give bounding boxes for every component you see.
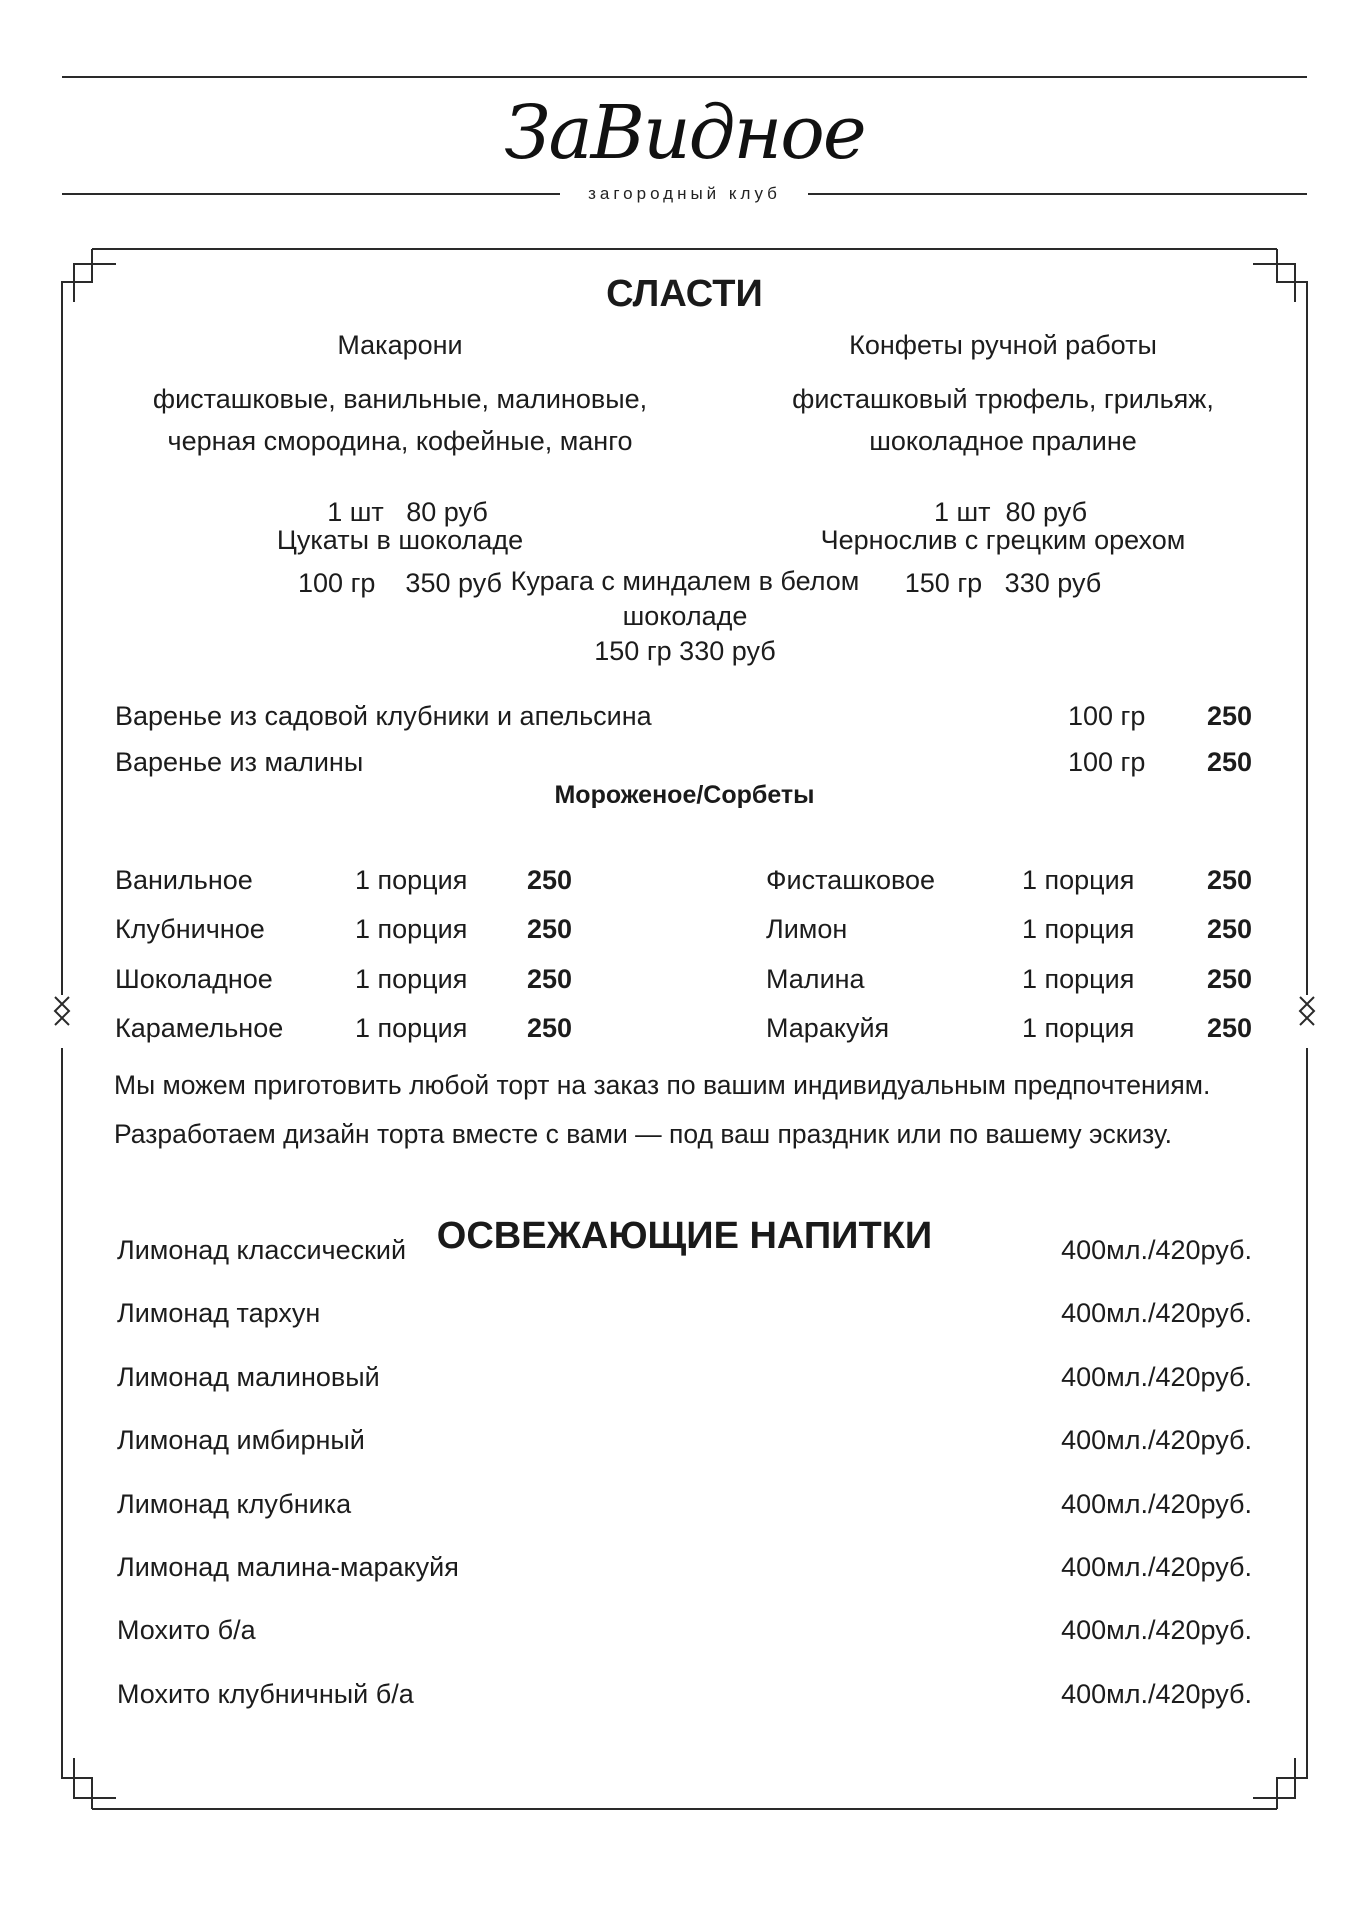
jam-name: Варенье из садовой клубники и апельсина [115, 701, 652, 731]
ice-cream-price: 250 [527, 964, 573, 994]
featured-item-macarons [100, 329, 700, 361]
section-title-sweets: СЛАСТИ [606, 273, 763, 315]
item-desc-line: фисташковые, ванильные, малиновые, [152, 384, 648, 414]
frame-ornament-right-icon [1300, 997, 1314, 1025]
featured-item-dried-apricots [385, 564, 985, 669]
ice-cream-name: Лимон [766, 914, 848, 944]
drink-name: Лимонад классический [117, 1235, 407, 1265]
ice-cream-price: 250 [527, 914, 573, 944]
subsection-title-ice-cream: Мороженое/Сорбеты [554, 781, 815, 809]
frame-right-edge-lower [1277, 1048, 1307, 1809]
drink-name: Лимонад малиновый [117, 1361, 380, 1392]
drink-price: 400мл./420руб. [1061, 1615, 1252, 1646]
jam-price: 250 [1206, 701, 1252, 731]
item-price: 1 шт 80 руб [327, 497, 488, 527]
ice-cream-name: Малина [766, 964, 865, 994]
ice-cream-name: Ванильное [115, 865, 253, 895]
item-name: Цукаты в шоколаде [276, 525, 524, 555]
drink-name: Лимонад малина-маракуйя [117, 1552, 459, 1582]
ice-cream-price: 250 [1206, 914, 1252, 944]
ice-cream-name: Клубничное [115, 914, 265, 944]
item-name: Чернослив с грецким орехом [820, 525, 1186, 555]
featured-item-macarons-desc [100, 377, 700, 463]
ice-cream-price: 250 [1206, 964, 1252, 994]
ice-cream-price: 250 [1206, 1013, 1252, 1043]
item-price: 100 гр 350 руб [298, 568, 502, 598]
drink-price: 400мл./420руб. [1061, 1488, 1252, 1519]
item-name-line: шоколаде [622, 601, 748, 631]
cake-note-line: Мы можем приготовить любой торт на заказ по вашим индивидуальным предпочтениям. [114, 1070, 1211, 1100]
drink-price: 400мл./420руб. [1061, 1552, 1252, 1582]
featured-item-candies [703, 329, 1303, 361]
ice-cream-price: 250 [527, 1013, 573, 1043]
drink-price: 400мл./420руб. [1061, 1678, 1252, 1709]
ice-cream-name: Карамельное [115, 1013, 284, 1043]
item-price: 150 гр 330 руб [594, 636, 776, 666]
frame-corner-top-left [62, 249, 92, 995]
drink-name: Лимонад имбирный [117, 1425, 365, 1456]
jam-weight: 100 гр [1068, 747, 1146, 777]
ice-cream-portion: 1 порция [1022, 1013, 1135, 1043]
item-desc-line: фисташковый трюфель, грильяж, [792, 384, 1214, 414]
cake-note-line: Разработаем дизайн торта вместе с вами — под ваш праздник или по вашему эскизу. [114, 1119, 1172, 1149]
ice-cream-portion: 1 порция [355, 1013, 468, 1043]
brand-subtitle: загородный клуб [588, 184, 781, 203]
brand-logo: ЗаВидное [504, 90, 865, 176]
jam-price: 250 [1206, 747, 1252, 777]
drink-name: Лимонад клубника [117, 1488, 352, 1519]
item-desc-line: шоколадное пралине [869, 426, 1137, 456]
jam-name: Варенье из малины [115, 747, 364, 777]
drink-name: Мохито б/а [117, 1615, 256, 1646]
ice-cream-portion: 1 порция [355, 914, 468, 944]
item-name: Макарони [337, 330, 463, 360]
drink-price: 400мл./420руб. [1061, 1361, 1252, 1392]
drink-price: 400мл./420руб. [1061, 1235, 1252, 1265]
ice-cream-portion: 1 порция [355, 964, 468, 994]
featured-item-macarons-price [100, 464, 700, 528]
ice-cream-name: Маракуйя [766, 1013, 890, 1043]
frame-left-edge-lower [62, 1048, 92, 1809]
section-title-drinks: ОСВЕЖАЮЩИЕ НАПИТКИ [436, 1215, 933, 1257]
drink-price: 400мл./420руб. [1061, 1298, 1252, 1329]
frame-ornament-left-icon [55, 997, 69, 1025]
drink-name: Лимонад тархун [117, 1298, 321, 1329]
item-desc-line: черная смородина, кофейные, манго [167, 426, 633, 456]
ice-cream-portion: 1 порция [1022, 914, 1135, 944]
item-name-line: Курага с миндалем в белом [510, 566, 860, 596]
ice-cream-name: Фисташковое [766, 865, 936, 895]
ice-cream-portion: 1 порция [1022, 865, 1135, 895]
ice-cream-price: 250 [1206, 865, 1252, 895]
item-price: 1 шт 80 руб [933, 497, 1088, 527]
featured-item-candies-price [703, 464, 1303, 528]
featured-item-candies-desc [703, 377, 1303, 463]
item-name: Конфеты ручной работы [849, 330, 1157, 360]
ice-cream-portion: 1 порция [1022, 964, 1135, 994]
item-price: 150 гр 330 руб [904, 568, 1102, 598]
drink-price: 400мл./420руб. [1061, 1425, 1252, 1456]
jam-weight: 100 гр [1068, 701, 1146, 731]
ice-cream-name: Шоколадное [115, 964, 273, 994]
drink-name: Мохито клубничный б/а [117, 1678, 414, 1709]
ice-cream-price: 250 [527, 865, 573, 895]
ice-cream-portion: 1 порция [355, 865, 468, 895]
